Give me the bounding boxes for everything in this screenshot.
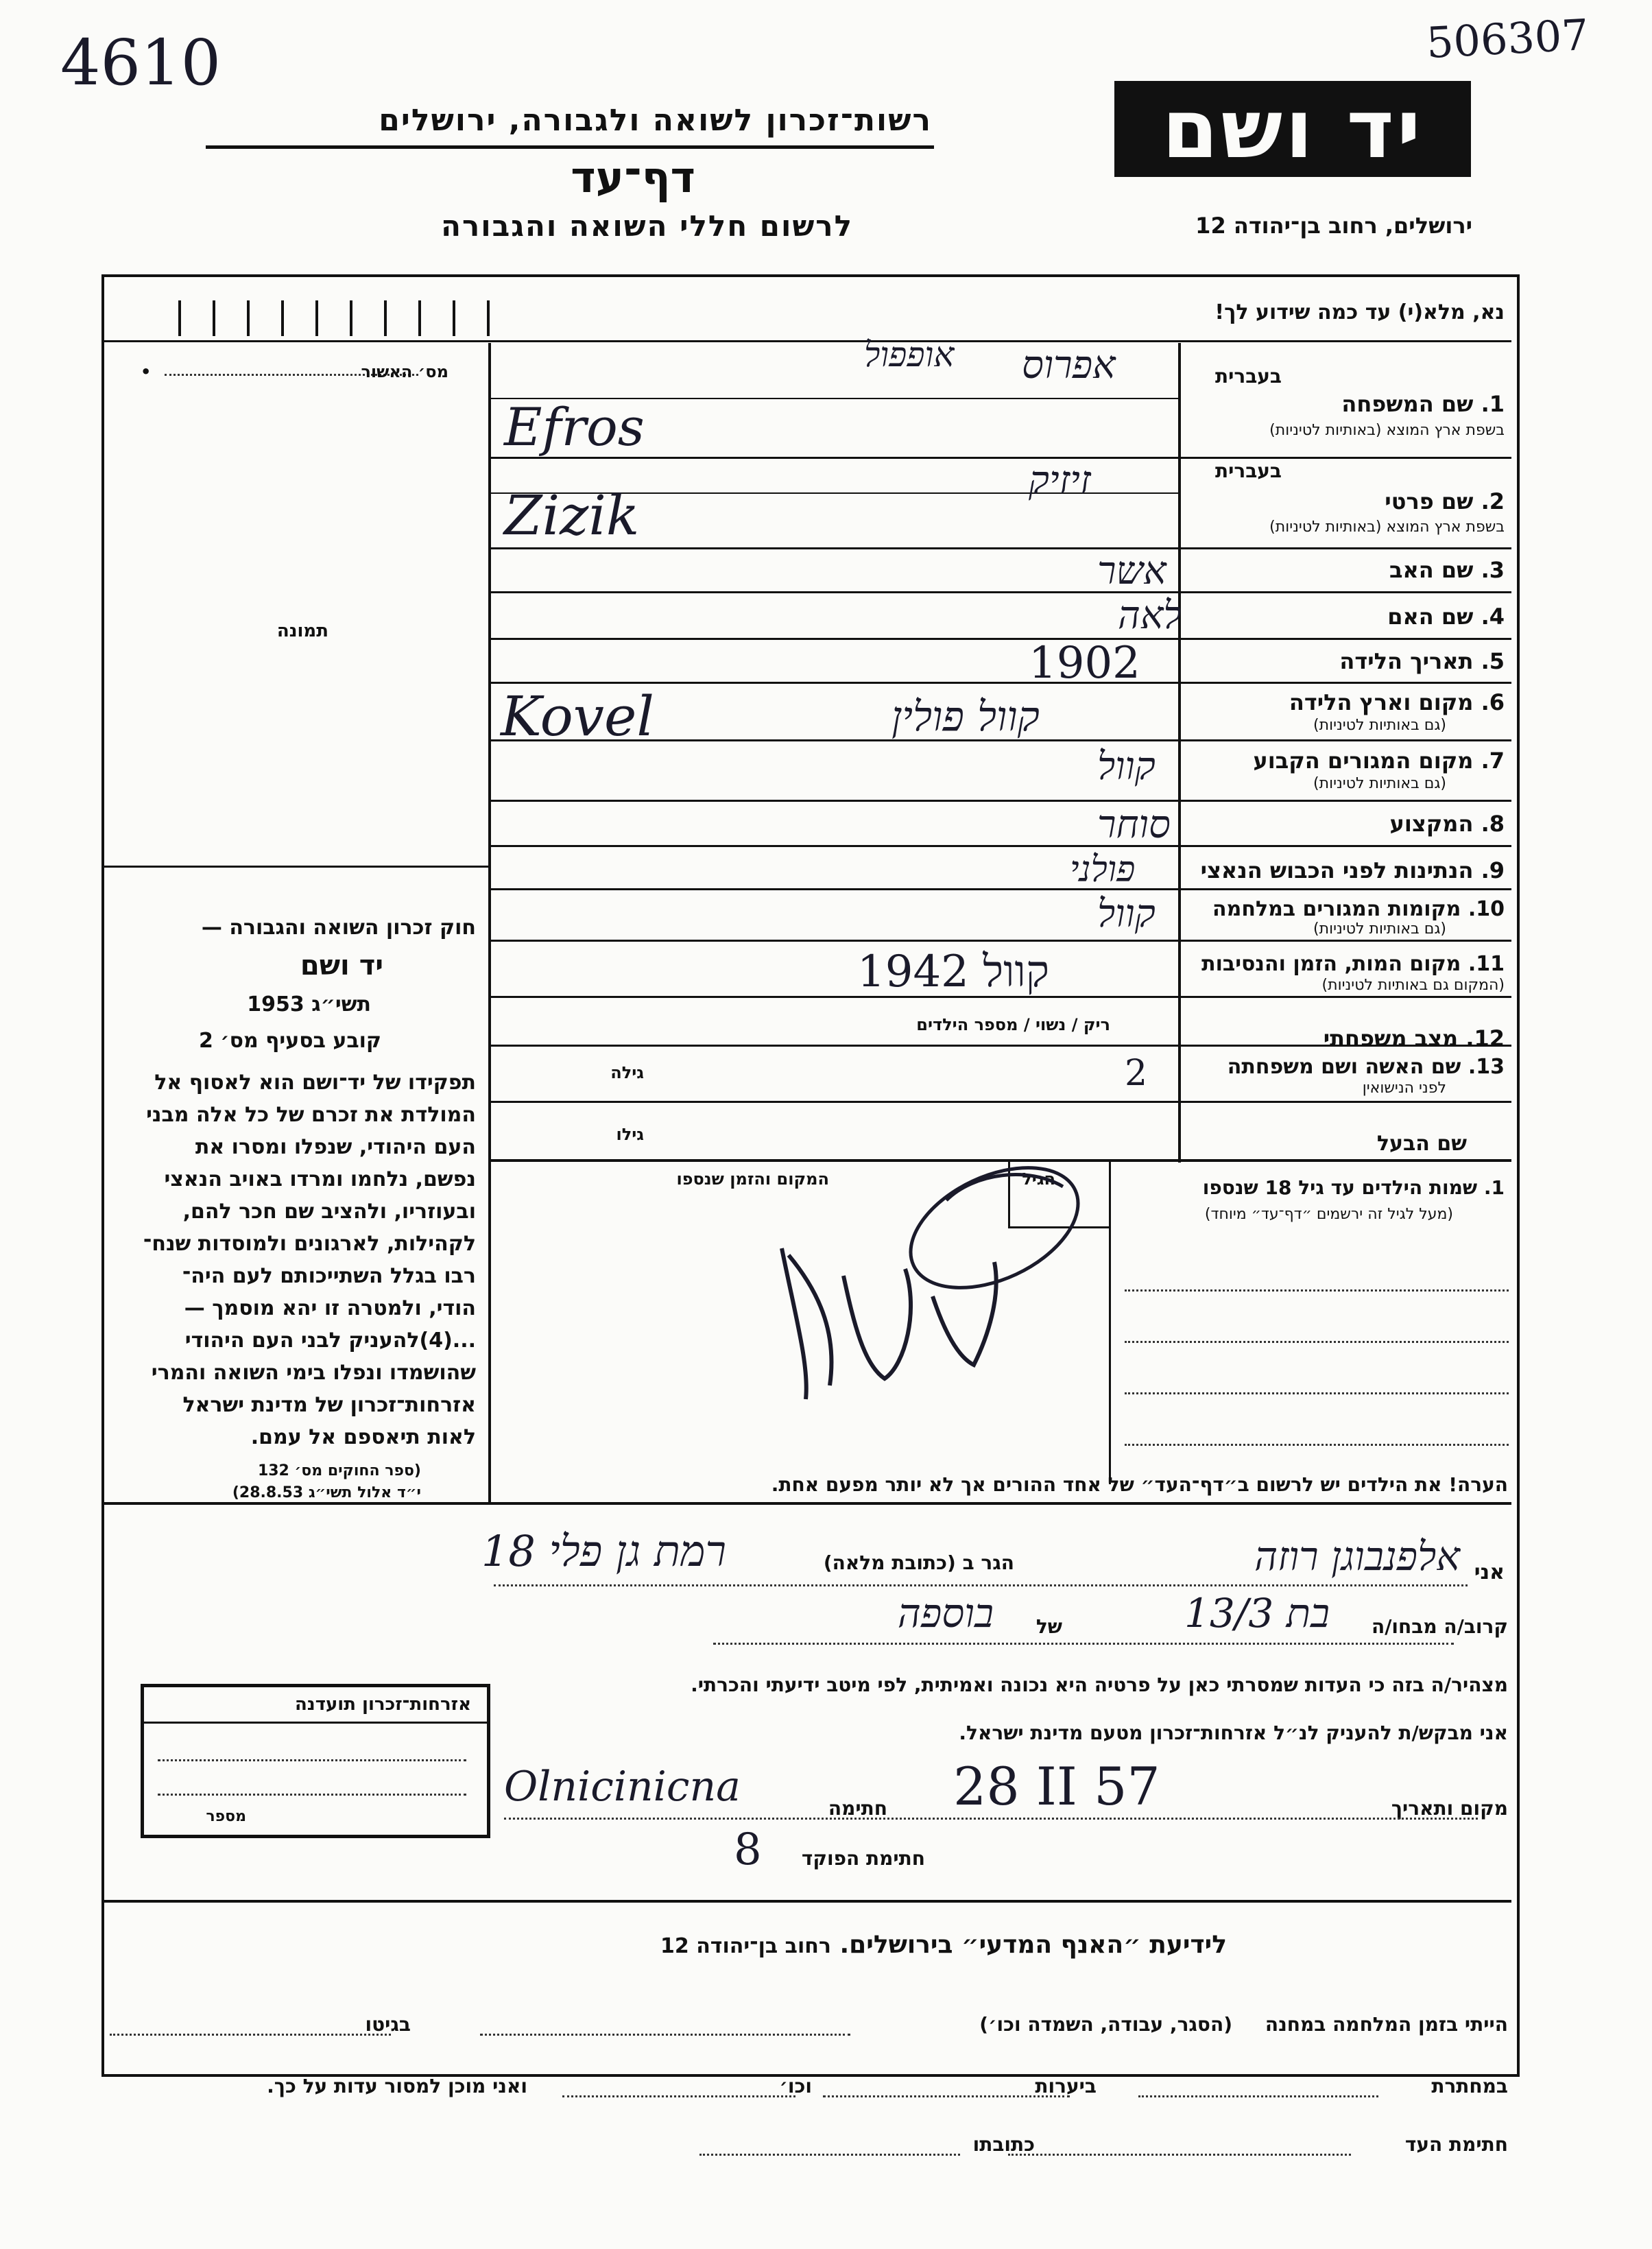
row-divider xyxy=(488,638,1511,640)
signature-value[interactable]: Olnicinicna xyxy=(504,1763,741,1811)
field-1-value-hebrew-alt: אופפול xyxy=(864,335,955,374)
law-name: יד ושם xyxy=(300,950,383,981)
row-divider xyxy=(488,1101,1511,1103)
footer-line3-b: כתובתו xyxy=(972,2133,1035,2156)
field-2-value-hebrew: זיזיק xyxy=(1029,458,1091,503)
relation-line xyxy=(713,1643,1454,1645)
approval-tick xyxy=(453,300,455,336)
footer-line2-b: ביערות xyxy=(1035,2075,1097,2097)
certificate-title: אזרחות־זכרון תועדנה xyxy=(295,1694,471,1715)
field-11-label: 11. מקום המות, הזמן והנסיבות xyxy=(1201,952,1505,976)
field-8-label: 8. המקצוע xyxy=(1389,811,1505,837)
form-subtitle: לרשום חללי השואה והגבורה xyxy=(441,209,853,243)
certificate-line xyxy=(158,1794,466,1796)
declarant-address[interactable]: רמת גן פלי 18 xyxy=(481,1526,726,1576)
field-13-sub: לפני הנישואין xyxy=(1362,1080,1446,1097)
officer-label: חתימת הפוקד xyxy=(801,1847,925,1870)
law-section-bottom xyxy=(104,1502,1511,1505)
children-row[interactable] xyxy=(1125,1392,1509,1394)
field-11-value[interactable]: קוול 1942 xyxy=(857,947,1050,997)
approval-tick xyxy=(281,300,284,336)
declarant-relation[interactable]: בת 13/3 xyxy=(1184,1590,1330,1637)
photo-label: תמונה xyxy=(276,621,328,641)
law-ref-2: י״ד אלול תשי״ג 28.8.53) xyxy=(232,1484,421,1501)
footer-field-ghetto[interactable] xyxy=(110,2034,391,2036)
children-label: 1. שמות הילדים עד גיל 18 שנספו xyxy=(1202,1176,1505,1199)
law-ref-1: (ספר החוקים מס׳ 132 xyxy=(257,1462,421,1479)
scribble-signature xyxy=(741,1159,1097,1420)
row-divider xyxy=(488,591,1511,593)
org-underline xyxy=(206,145,934,149)
row-divider xyxy=(488,845,1511,847)
field-4-label: 4. שם האם xyxy=(1387,604,1505,630)
children-col-place: המקום והזמן שנספו xyxy=(676,1169,829,1189)
field-2-label: 2. שם פרטי xyxy=(1385,488,1505,514)
certificate-number-label: מספר xyxy=(206,1808,246,1825)
yad-vashem-logo: יד ושם xyxy=(1114,81,1471,177)
note-text: הערה! את הילדים יש לרשום ב״דף־העד״ של אחד ההורים אך לא יותר מפעם אחת. xyxy=(771,1473,1508,1496)
declarant-name[interactable]: אלפנבוגן רוזה xyxy=(1254,1533,1460,1580)
footer-line3-a: חתימת העד xyxy=(1404,2133,1508,2156)
row-divider xyxy=(488,800,1511,802)
intro-text: נא, מלא(י) עד כמה שידוע לך! xyxy=(1214,300,1505,324)
approval-tick xyxy=(418,300,421,336)
footer-line1-b: (הסגר, עבודה, השמדה וכו׳) xyxy=(979,2013,1232,2036)
field-6-value-latin[interactable]: Kovel xyxy=(501,685,654,748)
photo-divider xyxy=(104,866,490,868)
row-divider xyxy=(488,888,1511,890)
law-year: תשי״ג 1953 xyxy=(247,992,371,1016)
field-3-label: 3. שם האב xyxy=(1389,557,1505,583)
footer-line2-c: וכו׳ xyxy=(779,2075,812,2097)
request-text: אני מבקש/ת להעניק לנ״ל אזרחות־זכרון מטעם מדינת ישראל. xyxy=(959,1722,1508,1744)
footer-field-underground[interactable] xyxy=(1138,2095,1378,2097)
field-3-value[interactable]: אשר xyxy=(1097,549,1166,593)
children-vline-1 xyxy=(1109,1162,1111,1484)
label-column-border xyxy=(1178,343,1181,1163)
archive-number: 506307 xyxy=(1425,9,1590,69)
field-9-label: 9. הנתינות לפני הכבוש הנאצי xyxy=(1200,857,1505,883)
field-1-lang: בעברית xyxy=(1214,365,1282,388)
declaration-text: מצהיר/ה בזה כי העדות שמסרתי כאן על פרטיה היא נכונה ואמיתית, לפי מיטב ידיעתי והכרתי. xyxy=(691,1674,1508,1696)
field-10-label: 10. מקומות המגורים במלחמה xyxy=(1212,897,1505,921)
footer-line1-a: הייתי בזמן המלחמה במחנה xyxy=(1265,2013,1508,2036)
field-1-sub: בשפת ארץ המוצא (באותיות לטיניות) xyxy=(1269,422,1505,439)
declarant-of-label: של xyxy=(1036,1615,1062,1638)
footer-field-witness-signature[interactable] xyxy=(1008,2154,1351,2156)
field-9-value[interactable]: פולני xyxy=(1070,849,1136,890)
approval-tick xyxy=(213,300,215,336)
field-8-value[interactable]: סוחר xyxy=(1097,802,1171,847)
field-2-lang: בעברית xyxy=(1214,460,1282,482)
approval-marker: • xyxy=(141,362,152,381)
children-note: (מעל לגיל זה ירשמים ״דף־עד״ מיוחד) xyxy=(1204,1206,1453,1223)
law-clause: קובע בסעיף מס׳ 2 xyxy=(198,1029,381,1053)
footer-divider xyxy=(104,1900,1511,1903)
approval-tick xyxy=(384,300,387,336)
field-10-value[interactable]: קוול xyxy=(1097,892,1156,936)
field-1-value-latin[interactable]: Efros xyxy=(504,396,645,457)
field-5-label: 5. תאריך הלידה xyxy=(1339,648,1505,674)
field-11-sub: (המקום גם באותיות לטיניות) xyxy=(1321,977,1505,994)
children-row[interactable] xyxy=(1125,1341,1509,1343)
children-row[interactable] xyxy=(1125,1289,1509,1292)
husband-age-label: גילו xyxy=(616,1125,644,1144)
field-12-label: 12. מצב משפחתי xyxy=(1323,1025,1505,1051)
field-7-label: 7. מקום המגורים הקבוע xyxy=(1253,748,1505,774)
field-2-value-latin[interactable]: Zizik xyxy=(504,484,640,547)
field-5-value[interactable]: 1902 xyxy=(1029,638,1140,689)
declarant-ani: אני xyxy=(1474,1560,1505,1584)
approval-tick xyxy=(178,300,181,336)
intro-divider xyxy=(104,340,1511,342)
footer-line1-c: בגיטו xyxy=(365,2013,411,2036)
field-13-label: 13. שם האשה ושם משפחתה xyxy=(1227,1055,1505,1079)
approval-label: מס׳ האשור xyxy=(361,362,448,381)
law-title: חוק זכרון השואה והגבורה — xyxy=(201,916,476,940)
field-7-sub: (גם באותיות לטיניות) xyxy=(1313,775,1446,792)
row-divider xyxy=(488,940,1511,942)
field-1-value-hebrew: אפרוס xyxy=(1022,343,1116,388)
field-12-options[interactable]: ריק / נשוי / מספר הילדים xyxy=(916,1015,1110,1034)
field-7-value[interactable]: קוול xyxy=(1097,744,1156,789)
signature-label: חתימה xyxy=(828,1797,887,1820)
children-col-age: הגיל xyxy=(1022,1169,1055,1189)
declarant-line xyxy=(494,1584,1468,1586)
husband-label: שם הבעל xyxy=(1376,1132,1467,1156)
left-column-border xyxy=(488,343,491,1502)
approval-tick xyxy=(350,300,352,336)
officer-signature: 8 xyxy=(734,1824,762,1875)
place-date-value[interactable]: 28 II 57 xyxy=(953,1756,1160,1817)
address: ירושלים, רחוב בן־יהודה 12 xyxy=(1195,213,1472,239)
row-divider xyxy=(488,682,1511,684)
footer-field-witness-address[interactable] xyxy=(699,2154,960,2156)
approval-tick xyxy=(315,300,318,336)
field-6-value-hebrew: קוול פולין xyxy=(891,693,1040,741)
declarant-resides-label: הגר ב (כתובת מלאה) xyxy=(823,1551,1014,1574)
field-10-sub: (גם באותיות לטיניות) xyxy=(1313,920,1446,938)
approval-tick xyxy=(247,300,250,336)
approval-tick xyxy=(487,300,490,336)
certificate-line xyxy=(158,1759,466,1761)
field-6-label: 6. מקום וארץ הלידה xyxy=(1289,689,1505,715)
footer-line2-d: ואני מוכן למסור עדות על כך. xyxy=(267,2075,527,2097)
law-body: תפקידו של יד־ושם הוא לאסוף אל המולדת את זכרם של כל אלה מבני העם היהודי, שנפלו ומסרו את נפשם, נלחמו ומרדו באויב הנאצי ובעוזריו, ולהציב שם חכר להם, לקהילות, לארגונים ולמוסדות שנח־ רבו בגלל השתייכותם לעם היה־ הודי, ולמטרה זו יהא מוסמך — ...(4)להעניק לבני העם היהודי שהושמדו ונפלו בימי השואה והמרי אזרחות־זכרון של מדינת ישראל לאות תיאספם אל עמם. xyxy=(143,1071,476,1449)
footer-title: לידיעת ״האנף המדעי״ בירושלים. רחוב בן־יהודה 12 xyxy=(660,1931,1227,1959)
children-row[interactable] xyxy=(1125,1444,1509,1446)
org-line: רשות־זכרון לשואה ולגבורה, ירושלים xyxy=(379,103,932,138)
footer-field-camp[interactable] xyxy=(480,2034,850,2036)
field-13-value[interactable]: 2 xyxy=(1125,1053,1148,1094)
place-date-label: מקום ותאריך xyxy=(1391,1797,1508,1820)
field-4-value[interactable]: לאה xyxy=(1118,593,1182,638)
field-1-label: 1. שם המשפחה xyxy=(1341,391,1505,417)
footer-field-etc[interactable] xyxy=(562,2095,795,2097)
signature-line xyxy=(504,1818,1478,1820)
form-title: דף־עד xyxy=(571,152,695,202)
declarant-of-value[interactable]: בוספה xyxy=(897,1590,994,1637)
certificate-title-underline xyxy=(141,1722,487,1724)
field-2-sub: בשפת ארץ המוצא (באותיות לטיניות) xyxy=(1269,519,1505,536)
row-divider xyxy=(488,547,1511,549)
footer-field-forests[interactable] xyxy=(823,2095,1070,2097)
declarant-relation-label: קרוב/ה מבחו/ה xyxy=(1371,1615,1508,1638)
footer-line2-a: במחתרת xyxy=(1431,2075,1508,2097)
handwritten-code: 4610 xyxy=(60,26,222,99)
field-13-age-label: גילה xyxy=(610,1063,644,1082)
field-6-sub: (גם באותיות לטיניות) xyxy=(1313,717,1446,734)
